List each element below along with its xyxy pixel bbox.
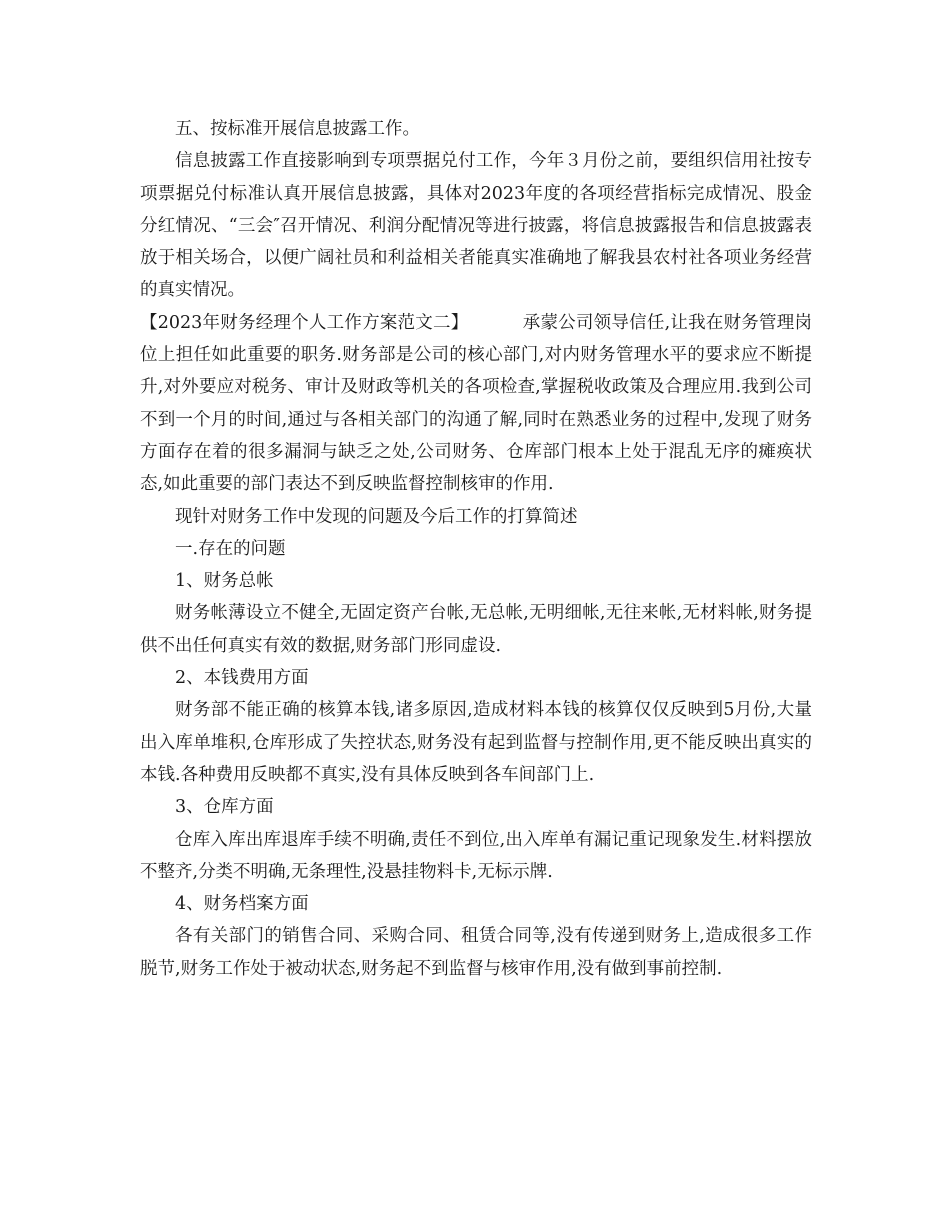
sample2-paragraph [140,307,812,501]
item2-heading: 2、本钱费用方面 [175,668,309,689]
item4-heading: 4、财务档案方面 [175,894,309,915]
section5-paragraph: 信息披露工作直接影响到专项票据兑付工作，今年３月份之前，要组织信用社按专项票据兑付标准认真开展信息披露，具体对2023年度的各项经营指标完成情况、股金分红情况、“三会″召开情况、利润分配情况等进行披露，将信息披露报告和信息披露表放于相关场合，以便广阔社员和利益相关者能真实准确地了解我县农村社各项业务经营的真实情况。 [140,151,812,301]
sample2-intro: 承蒙公司领导信任,让我在财务管理岗位上担任如此重要的职务.财务部是公司的核心部门,对内财务管理水平的要求应不断提升,对外要应对税务、审计及财政等机关的各项检查,掌握税收政策及合理应用.我到公司不到一个月的时间,通过与各相关部门的沟通了解,同时在熟悉业务的过程中,发现了财务方面存在着的很多漏洞与缺乏之处,公司财务、仓库部门根本上处于混乱无序的瘫痪状态,如此重要的部门表达不到反映监督控制核审的作用. [140,312,812,495]
item2-paragraph: 财务部不能正确的核算本钱,诸多原因,造成材料本钱的核算仅仅反映到5月份,大量出入库单堆积,仓库形成了失控状态,财务没有起到监督与控制作用,更不能反映出真实的本钱.各种费用反映都不真实,没有具体反映到各车间部门上. [140,700,812,785]
document-body [140,113,812,985]
item3-paragraph: 仓库入库出库退库手续不明确,责任不到位,出入库单有漏记重记现象发生.材料摆放不整齐,分类不明确,无条理性,没悬挂物料卡,无标示牌. [140,829,812,882]
section5-heading: 五、按标准开展信息披露工作。 [175,119,420,139]
item1-paragraph: 财务帐薄设立不健全,无固定资产台帐,无总帐,无明细帐,无往来帐,无材料帐,财务提供不出任何真实有效的数据,财务部门形同虚设. [140,603,812,656]
sample2-title: 【2023年财务经理个人工作方案范文二】 [140,312,469,333]
item1-heading: 1、财务总帐 [175,571,274,592]
summary-line: 现针对财务工作中发现的问题及今后工作的打算简述 [175,506,578,527]
item3-heading: 3、仓库方面 [175,797,274,818]
item4-paragraph: 各有关部门的销售合同、采购合同、租赁合同等,没有传递到财务上,造成很多工作脱节,财务工作处于被动状态,财务起不到监督与核审作用,没有做到事前控制. [140,926,812,979]
problems-heading: 一.存在的问题 [175,538,286,559]
